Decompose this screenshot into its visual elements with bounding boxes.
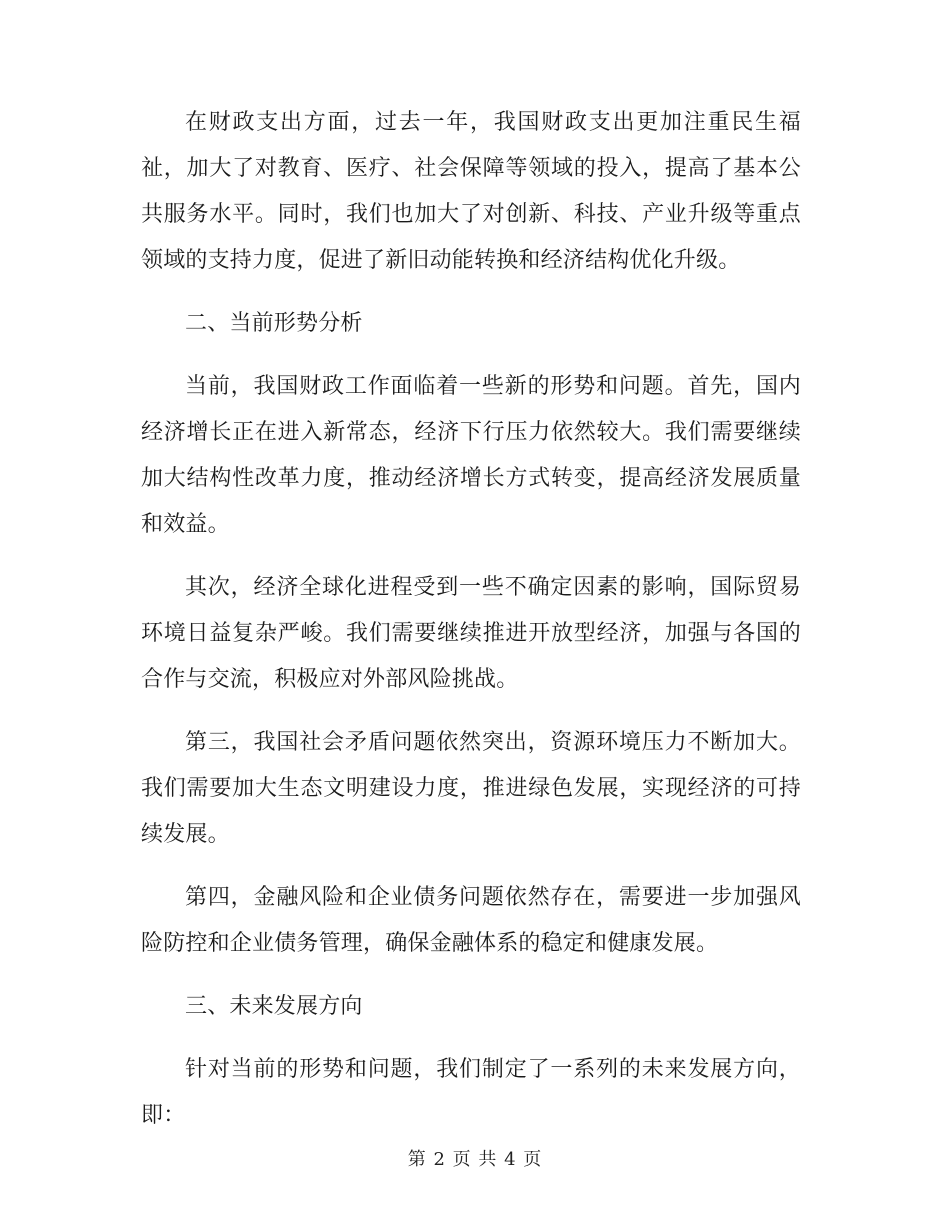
page-footer: 第 2 页 共 4 页 <box>407 1149 543 1170</box>
paragraph-future-direction: 针对当前的形势和问题，我们制定了一系列的未来发展方向，即： <box>141 1057 801 1128</box>
section-heading-current-situation: 二、当前形势分析 <box>185 311 363 336</box>
paragraph-financial-risk: 第四，金融风险和企业债务问题依然存在，需要进一步加强风险防控和企业债务管理，确保金融体系的稳定和健康发展。 <box>141 885 801 956</box>
paragraph-globalization: 其次，经济全球化进程受到一些不确定因素的影响，国际贸易环境日益复杂严峻。我们需要继续推进开放型经济，加强与各国的合作与交流，积极应对外部风险挑战。 <box>141 575 801 692</box>
document-body <box>141 100 801 1156</box>
paragraph-social-issues: 第三，我国社会矛盾问题依然突出，资源环境压力不断加大。我们需要加大生态文明建设力度，推进绿色发展，实现经济的可持续发展。 <box>141 730 801 847</box>
paragraph-fiscal-expenditure: 在财政支出方面，过去一年，我国财政支出更加注重民生福祉，加大了对教育、医疗、社会保障等领域的投入，提高了基本公共服务水平。同时，我们也加大了对创新、科技、产业升级等重点领域的支持力度，促进了新旧动能转换和经济结构优化升级。 <box>141 110 801 273</box>
section-heading-future-direction: 三、未来发展方向 <box>185 994 363 1019</box>
paragraph-current-situation: 当前，我国财政工作面临着一些新的形势和问题。首先，国内经济增长正在进入新常态，经济下行压力依然较大。我们需要继续加大结构性改革力度，推动经济增长方式转变，提高经济发展质量和效益。 <box>141 374 801 537</box>
